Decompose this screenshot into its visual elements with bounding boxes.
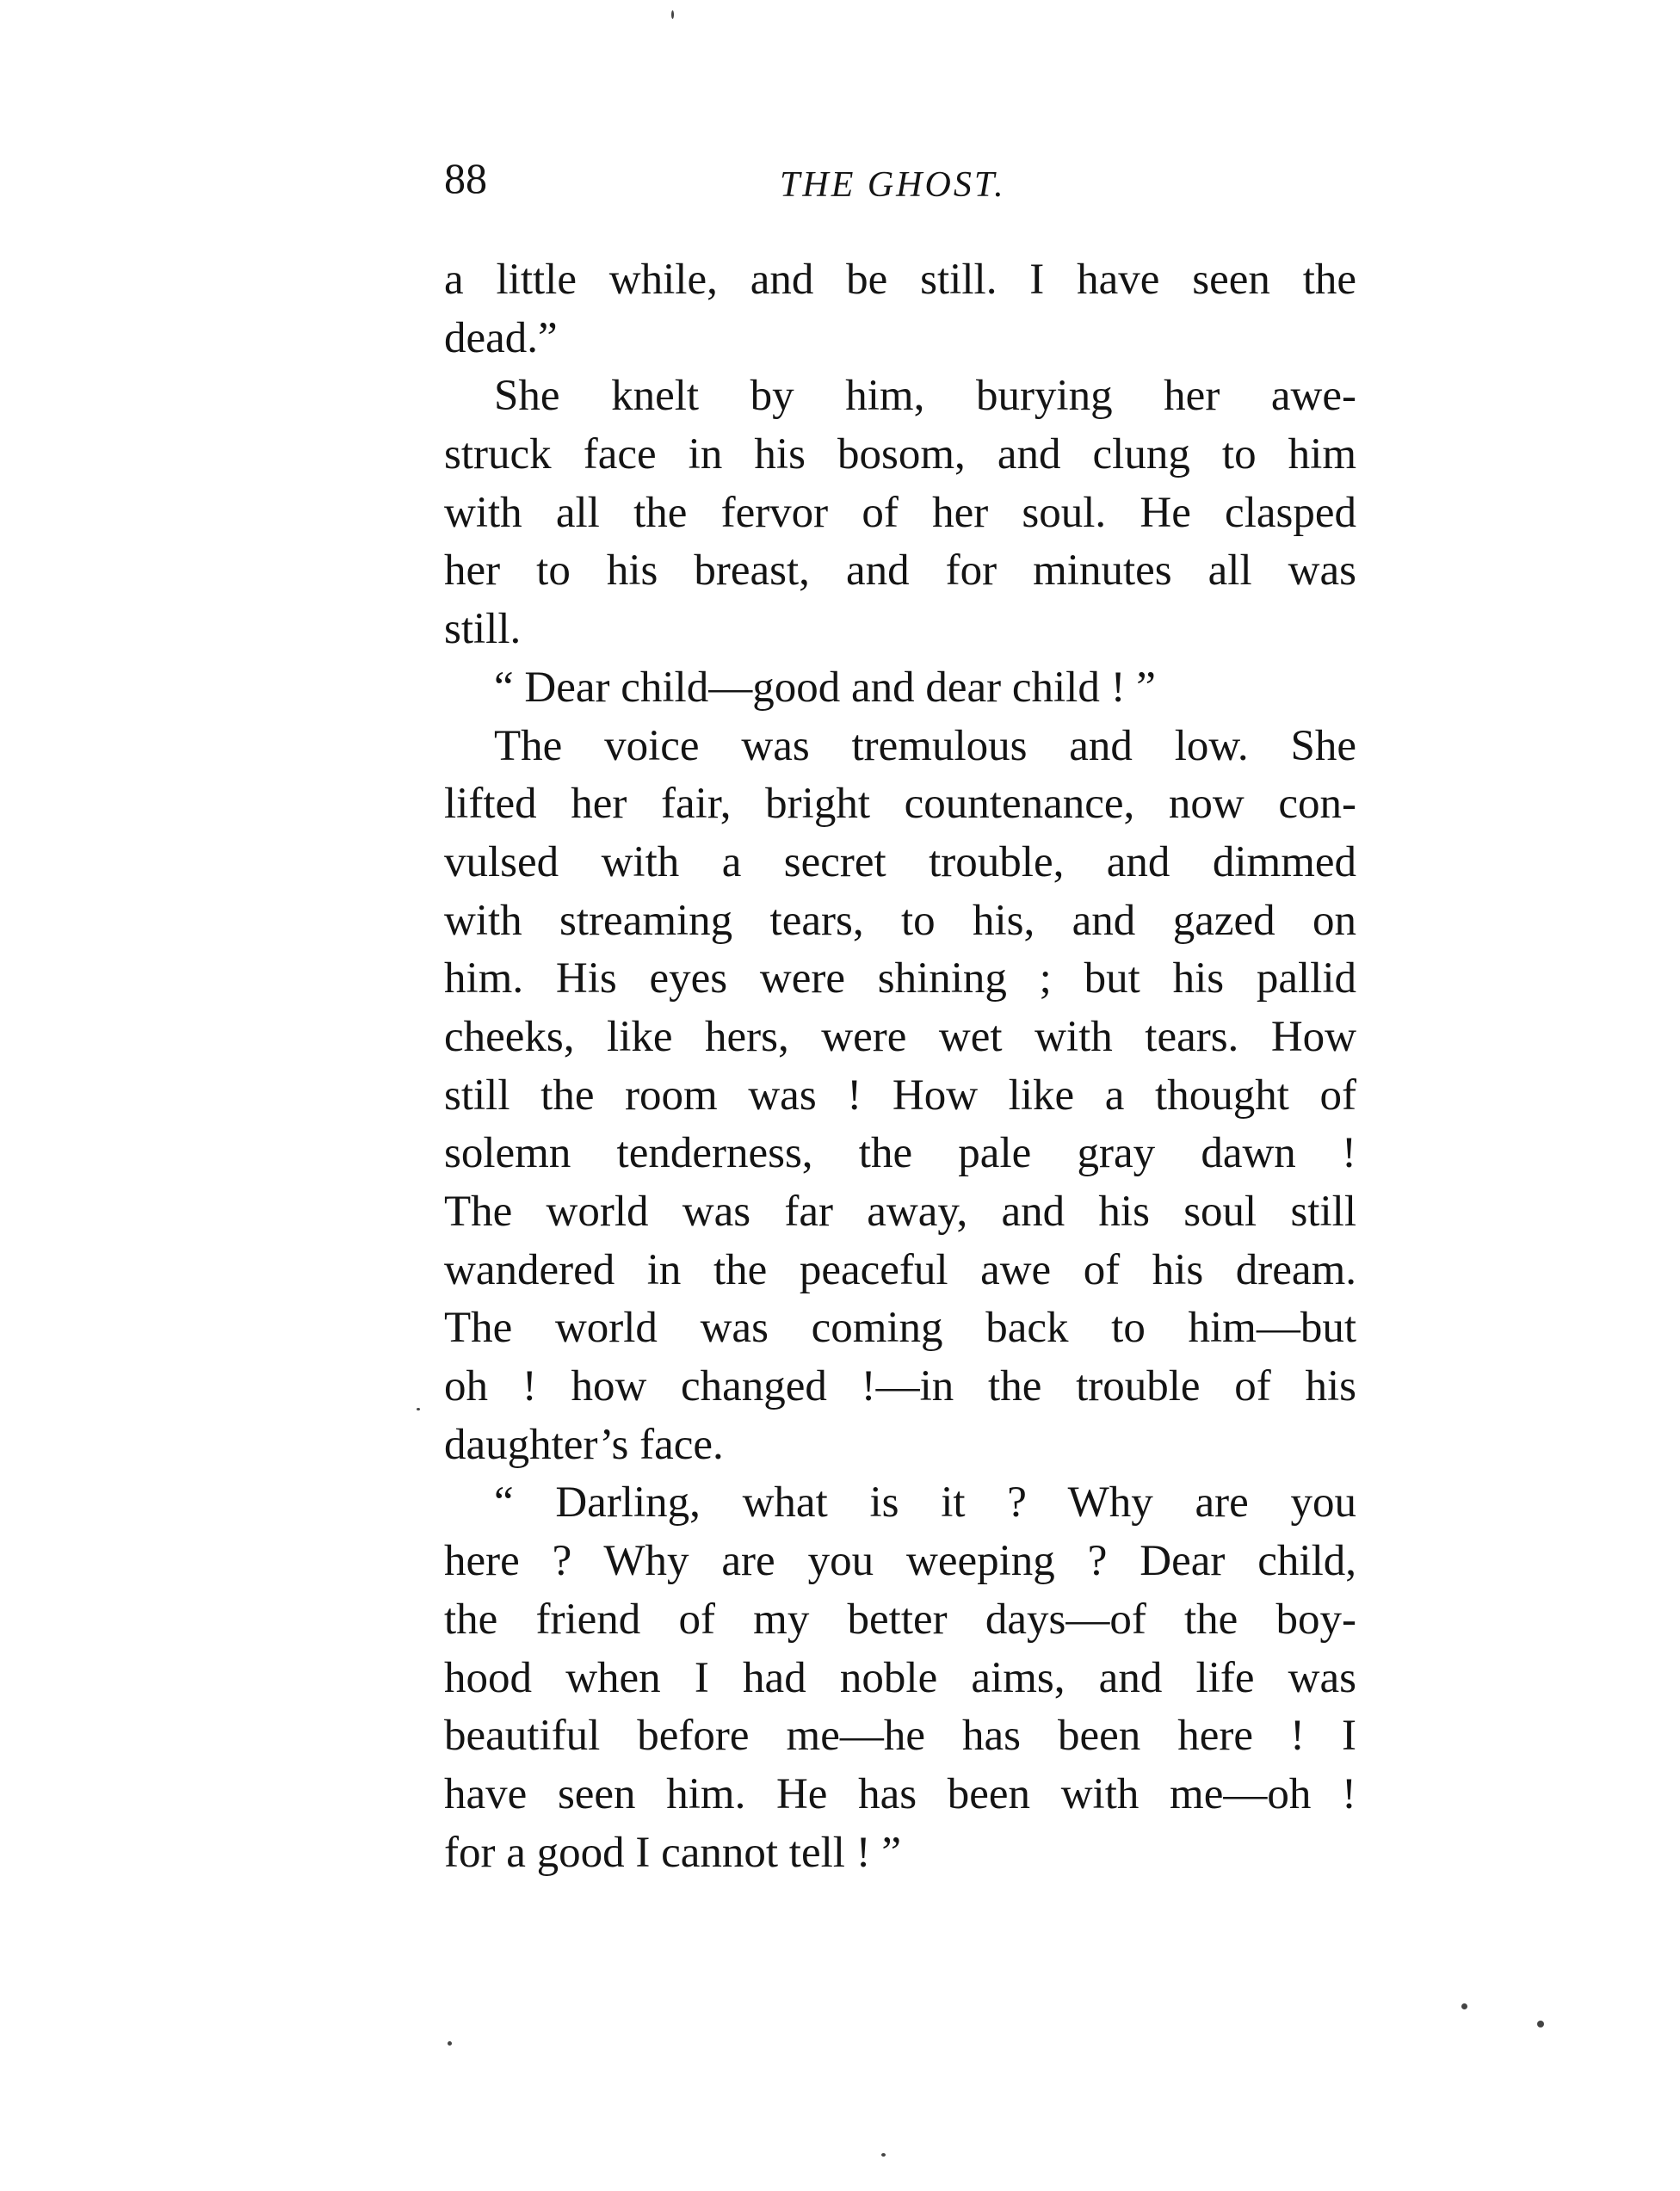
text-line: “ Darling, what is it ? Why are you (494, 1478, 1356, 1528)
text-line: The world was coming back to him—but (444, 1304, 1356, 1353)
scan-speck (1537, 2021, 1544, 2027)
text-line: with streaming tears, to his, and gazed on (444, 896, 1356, 945)
text-line: lifted her fair, bright countenance, now con- (444, 780, 1356, 829)
body-text (444, 251, 1356, 1882)
text-line: him. His eyes were shining ; but his pallid (444, 954, 1356, 1003)
text-line: dead.” (444, 313, 558, 362)
text-line: solemn tenderness, the pale gray dawn ! (444, 1129, 1356, 1178)
text-line: still the room was ! How like a thought of (444, 1071, 1356, 1120)
text-line: with all the fervor of her soul. He clasped (444, 488, 1356, 537)
page-header (444, 148, 1356, 208)
running-title: THE GHOST. (780, 165, 1006, 205)
text-line: wandered in the peaceful awe of his dream. (444, 1245, 1356, 1294)
text-line: hood when I had noble aims, and life was (444, 1653, 1356, 1702)
scan-speck (881, 2153, 886, 2157)
text-line: her to his breast, and for minutes all was (444, 546, 1356, 596)
scan-speck (417, 1408, 420, 1410)
text-line: She knelt by him, burying her awe- (494, 372, 1356, 421)
text-line: cheeks, like hers, were wet with tears. How (444, 1012, 1356, 1061)
text-line: here ? Why are you weeping ? Dear child, (444, 1537, 1356, 1586)
text-line: daughter’s face. (444, 1420, 724, 1469)
text-line: “ Dear child—good and dear child ! ” (494, 663, 1156, 712)
text-line: struck face in his bosom, and clung to him (444, 430, 1356, 479)
text-line: the friend of my better days—of the boy- (444, 1595, 1356, 1644)
scan-speck (1461, 2003, 1467, 2009)
text-line: still. (444, 605, 522, 654)
scan-speck (671, 10, 674, 19)
text-line: have seen him. He has been with me—oh ! (444, 1769, 1356, 1818)
page-number: 88 (444, 154, 487, 202)
scan-speck (448, 2041, 452, 2046)
text-line: a little while, and be still. I have seen the (444, 256, 1356, 304)
text-line: The world was far away, and his soul still (444, 1188, 1356, 1236)
text-line: beautiful before me—he has been here ! I (444, 1712, 1356, 1761)
text-line: The voice was tremulous and low. She (494, 721, 1356, 770)
text-line: oh ! how changed !—in the trouble of his (444, 1362, 1356, 1411)
text-line: vulsed with a secret trouble, and dimmed (444, 837, 1356, 886)
text-line: for a good I cannot tell ! ” (444, 1828, 902, 1877)
